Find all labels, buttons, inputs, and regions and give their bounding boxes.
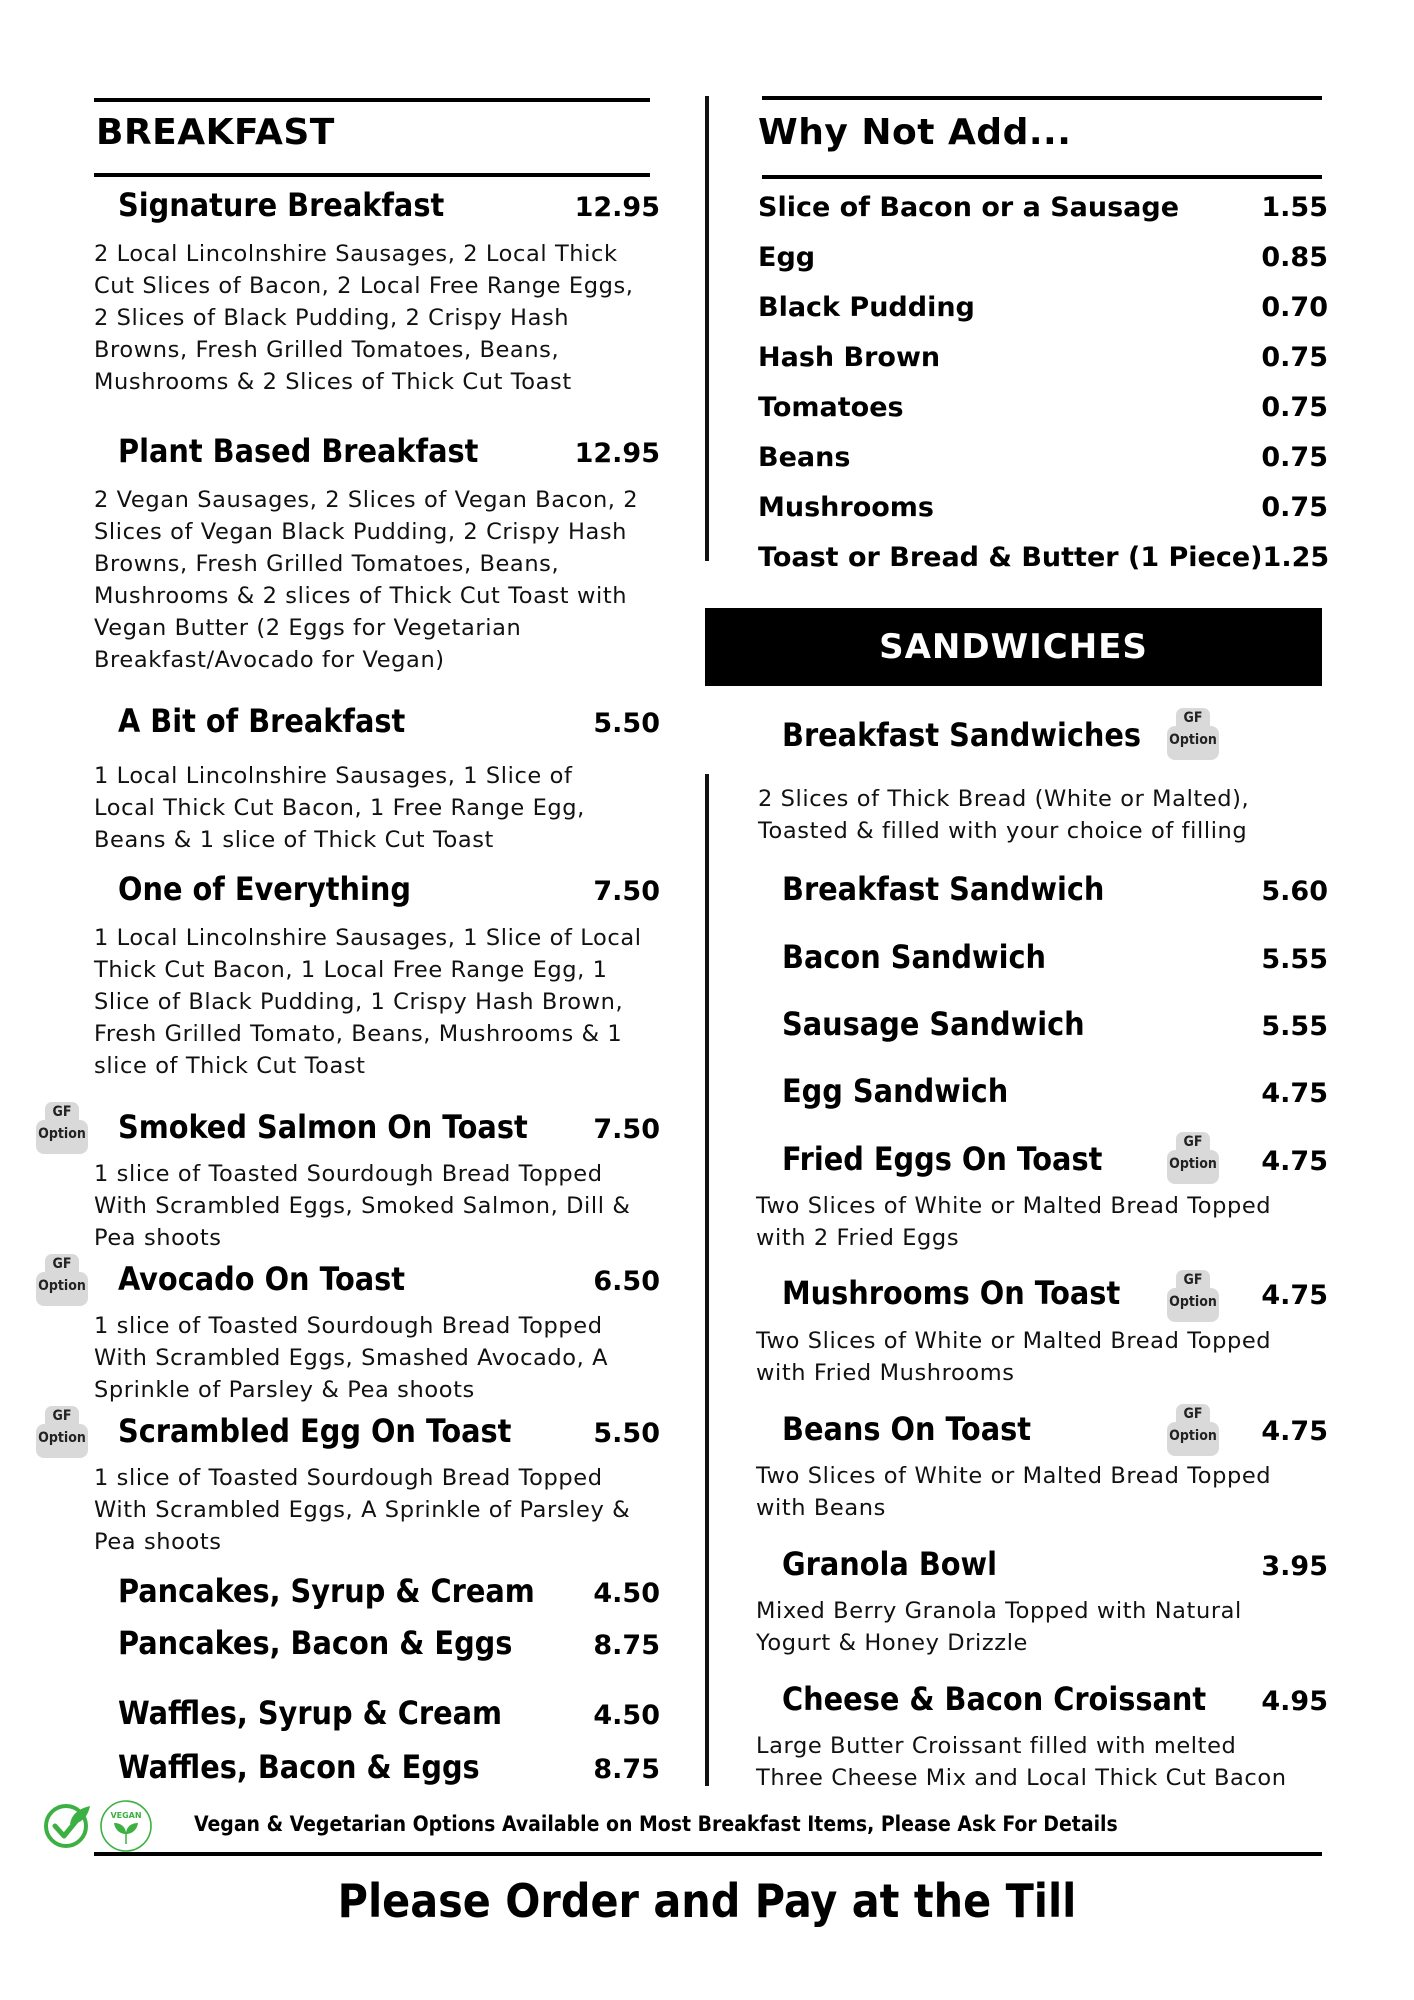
item-price: 4.95 [1261, 1686, 1328, 1717]
menu-item-signature-breakfast [118, 186, 660, 224]
item-description-line-1: Mixed Berry Granola Topped with Natural [756, 1598, 1242, 1624]
menu-item-pancakes-syrup-cream [118, 1572, 660, 1610]
addon-name: Hash Brown [758, 342, 941, 373]
addon-price: 0.70 [1261, 292, 1328, 323]
item-description: 1 slice of Toasted Sourdough Bread Topped With Scrambled Eggs, Smashed Avocado, A Sprinkle of Parsley & Pea shoots [94, 1313, 609, 1403]
item-price: 5.55 [1261, 1011, 1328, 1042]
item-price: 12.95 [574, 438, 660, 469]
item-price: 7.50 [593, 876, 660, 907]
sandwich-item-fried-eggs-on-toast [782, 1140, 1328, 1178]
item-description-line-2: with 2 Fried Eggs [756, 1225, 960, 1251]
sandwich-item-egg-sandwich [782, 1072, 1328, 1110]
footer-rule [94, 1852, 1322, 1856]
menu-item-waffles-bacon-eggs [118, 1748, 660, 1786]
column-divider-bottom [705, 774, 709, 1786]
item-name: Bacon Sandwich [782, 938, 1046, 976]
addon-item [758, 342, 1328, 373]
item-price: 4.75 [1261, 1078, 1328, 1109]
item-price: 4.75 [1261, 1416, 1328, 1447]
gf-option-badge: GF Option [36, 1102, 88, 1154]
addons-top-rule [762, 96, 1322, 100]
item-name: One of Everything [118, 870, 411, 908]
gf-option-badge: GF Option [1167, 1132, 1219, 1184]
addon-price: 0.85 [1261, 242, 1328, 273]
addon-item [758, 492, 1328, 523]
addon-price: 0.75 [1261, 392, 1328, 423]
sandwich-item-granola-bowl [782, 1545, 1328, 1583]
column-divider-top [705, 96, 709, 561]
item-name: Beans On Toast [782, 1410, 1032, 1448]
item-price: 4.75 [1261, 1280, 1328, 1311]
sandwich-item-breakfast-sandwich [782, 870, 1328, 908]
item-description-line-1: Two Slices of White or Malted Bread Topped [756, 1463, 1272, 1489]
gf-option-badge: GF Option [36, 1406, 88, 1458]
item-price: 8.75 [593, 1630, 660, 1661]
addon-item [758, 542, 1328, 573]
item-name: Plant Based Breakfast [118, 432, 479, 470]
item-name: Fried Eggs On Toast [782, 1140, 1103, 1178]
addon-item [758, 192, 1328, 223]
sandwich-item-bacon-sandwich [782, 938, 1328, 976]
item-name: Waffles, Bacon & Eggs [118, 1748, 480, 1786]
sandwich-item-mushrooms-on-toast [782, 1274, 1328, 1312]
item-name: Waffles, Syrup & Cream [118, 1694, 503, 1732]
item-price: 5.50 [593, 1418, 660, 1449]
addon-item [758, 442, 1328, 473]
vegan-badge-icon [98, 1798, 154, 1854]
item-name: Pancakes, Syrup & Cream [118, 1572, 535, 1610]
addon-name: Beans [758, 442, 851, 473]
breakfast-top-rule [94, 98, 650, 102]
addon-name: Toast or Bread & Butter (1 Piece) [758, 542, 1263, 573]
item-name: Scrambled Egg On Toast [118, 1412, 512, 1450]
item-name: Egg Sandwich [782, 1072, 1009, 1110]
order-at-till-notice: Please Order and Pay at the Till [337, 1874, 1077, 1928]
menu-item-plant-based-breakfast [118, 432, 660, 470]
group-description-line-2: Toasted & filled with your choice of filling [758, 818, 1248, 844]
addon-price: 0.75 [1261, 342, 1328, 373]
group-description-line-1: 2 Slices of Thick Bread (White or Malted), [758, 786, 1250, 812]
vegetarian-check-leaf-icon [42, 1800, 92, 1850]
breakfast-section-title: BREAKFAST [96, 112, 335, 153]
addon-name: Egg [758, 242, 816, 273]
sandwich-item-beans-on-toast [782, 1410, 1328, 1448]
item-name: Avocado On Toast [118, 1260, 406, 1298]
item-price: 8.75 [593, 1754, 660, 1785]
item-name: Smoked Salmon On Toast [118, 1108, 528, 1146]
addon-name: Black Pudding [758, 292, 975, 323]
item-description-line-2: with Beans [756, 1495, 886, 1521]
item-price: 12.95 [574, 192, 660, 223]
addon-price: 1.55 [1261, 192, 1328, 223]
menu-item-a-bit-of-breakfast [118, 702, 660, 740]
item-price: 3.95 [1261, 1551, 1328, 1582]
item-description: 1 slice of Toasted Sourdough Bread Topped With Scrambled Eggs, A Sprinkle of Parsley & Pea shoots [94, 1465, 631, 1555]
addon-price: 1.25 [1262, 542, 1330, 573]
menu-item-smoked-salmon-on-toast [118, 1108, 660, 1146]
item-price: 5.55 [1261, 944, 1328, 975]
sandwich-item-sausage-sandwich [782, 1005, 1328, 1043]
gf-option-badge: GF Option [36, 1254, 88, 1306]
menu-item-pancakes-bacon-eggs [118, 1624, 660, 1662]
item-price: 7.50 [593, 1114, 660, 1145]
addons-section-title: Why Not Add... [758, 112, 1072, 153]
sandwiches-banner: SANDWICHES [705, 608, 1322, 686]
vegan-options-note: Vegan & Vegetarian Options Available on Most Breakfast Items, Please Ask For Details [194, 1812, 1118, 1836]
item-price: 5.50 [593, 708, 660, 739]
breakfast-sandwiches-heading [782, 716, 1141, 754]
item-price: 4.50 [593, 1700, 660, 1731]
item-description-line-2: with Fried Mushrooms [756, 1360, 1015, 1386]
addon-item [758, 292, 1328, 323]
item-name: Pancakes, Bacon & Eggs [118, 1624, 513, 1662]
item-price: 5.60 [1261, 876, 1328, 907]
addon-name: Slice of Bacon or a Sausage [758, 192, 1180, 223]
item-description-line-2: Yogurt & Honey Drizzle [756, 1630, 1028, 1656]
item-name: Granola Bowl [782, 1545, 997, 1583]
item-description-line-1: Two Slices of White or Malted Bread Topped [756, 1193, 1272, 1219]
gf-option-badge: GF Option [1167, 1404, 1219, 1456]
item-name: Cheese & Bacon Croissant [782, 1680, 1207, 1718]
item-description: 1 Local Lincolnshire Sausages, 1 Slice of Local Thick Cut Bacon, 1 Free Range Egg, Beans & 1 slice of Thick Cut Toast [94, 763, 585, 853]
item-description: 2 Local Lincolnshire Sausages, 2 Local Thick Cut Slices of Bacon, 2 Local Free Range Eggs, 2 Slices of Black Pudding, 2 Crispy Hash Browns, Fresh Grilled Tomatoes, Beans, Mushrooms & 2 Slices of Thick Cut Toast [94, 241, 634, 395]
addon-name: Mushrooms [758, 492, 935, 523]
gf-option-badge: GF Option [1167, 1270, 1219, 1322]
addon-price: 0.75 [1261, 442, 1328, 473]
addon-price: 0.75 [1261, 492, 1328, 523]
gf-option-badge: GF Option [1167, 708, 1219, 760]
addon-name: Tomatoes [758, 392, 904, 423]
item-description: 1 slice of Toasted Sourdough Bread Topped With Scrambled Eggs, Smoked Salmon, Dill & Pea shoots [94, 1161, 631, 1251]
addon-item [758, 242, 1328, 273]
addon-item [758, 392, 1328, 423]
item-description-line-1: Two Slices of White or Malted Bread Topped [756, 1328, 1272, 1354]
item-name: A Bit of Breakfast [118, 702, 406, 740]
group-title: Breakfast Sandwiches [782, 716, 1142, 754]
item-description-line-2: Three Cheese Mix and Local Thick Cut Bacon [756, 1765, 1287, 1791]
item-price: 4.50 [593, 1578, 660, 1609]
item-description: 2 Vegan Sausages, 2 Slices of Vegan Bacon, 2 Slices of Vegan Black Pudding, 2 Crispy Hash Browns, Fresh Grilled Tomatoes, Beans, Mushrooms & 2 slices of Thick Cut Toast with Vegan Butter (2 Eggs for Vegetarian Breakfast/Avocado for Vegan) [94, 487, 639, 673]
sandwich-item-cheese-bacon-croissant [782, 1680, 1328, 1718]
menu-item-one-of-everything [118, 870, 660, 908]
item-description: 1 Local Lincolnshire Sausages, 1 Slice of Local Thick Cut Bacon, 1 Local Free Range Egg, 1 Slice of Black Pudding, 1 Crispy Hash Brown, Fresh Grilled Tomato, Beans, Mushrooms & 1 slice of Thick Cut Toast [94, 925, 642, 1079]
item-name: Mushrooms On Toast [782, 1274, 1121, 1312]
item-name: Signature Breakfast [118, 186, 445, 224]
menu-item-avocado-on-toast [118, 1260, 660, 1298]
menu-item-scrambled-egg-on-toast [118, 1412, 660, 1450]
item-name: Breakfast Sandwich [782, 870, 1105, 908]
item-price: 6.50 [593, 1266, 660, 1297]
svg-text:VEGAN: VEGAN [110, 1811, 142, 1820]
item-price: 4.75 [1261, 1146, 1328, 1177]
menu-item-waffles-syrup-cream [118, 1694, 660, 1732]
breakfast-bottom-rule [94, 173, 650, 177]
addons-bottom-rule [762, 175, 1322, 179]
item-name: Sausage Sandwich [782, 1005, 1085, 1043]
item-description-line-1: Large Butter Croissant filled with melted [756, 1733, 1237, 1759]
